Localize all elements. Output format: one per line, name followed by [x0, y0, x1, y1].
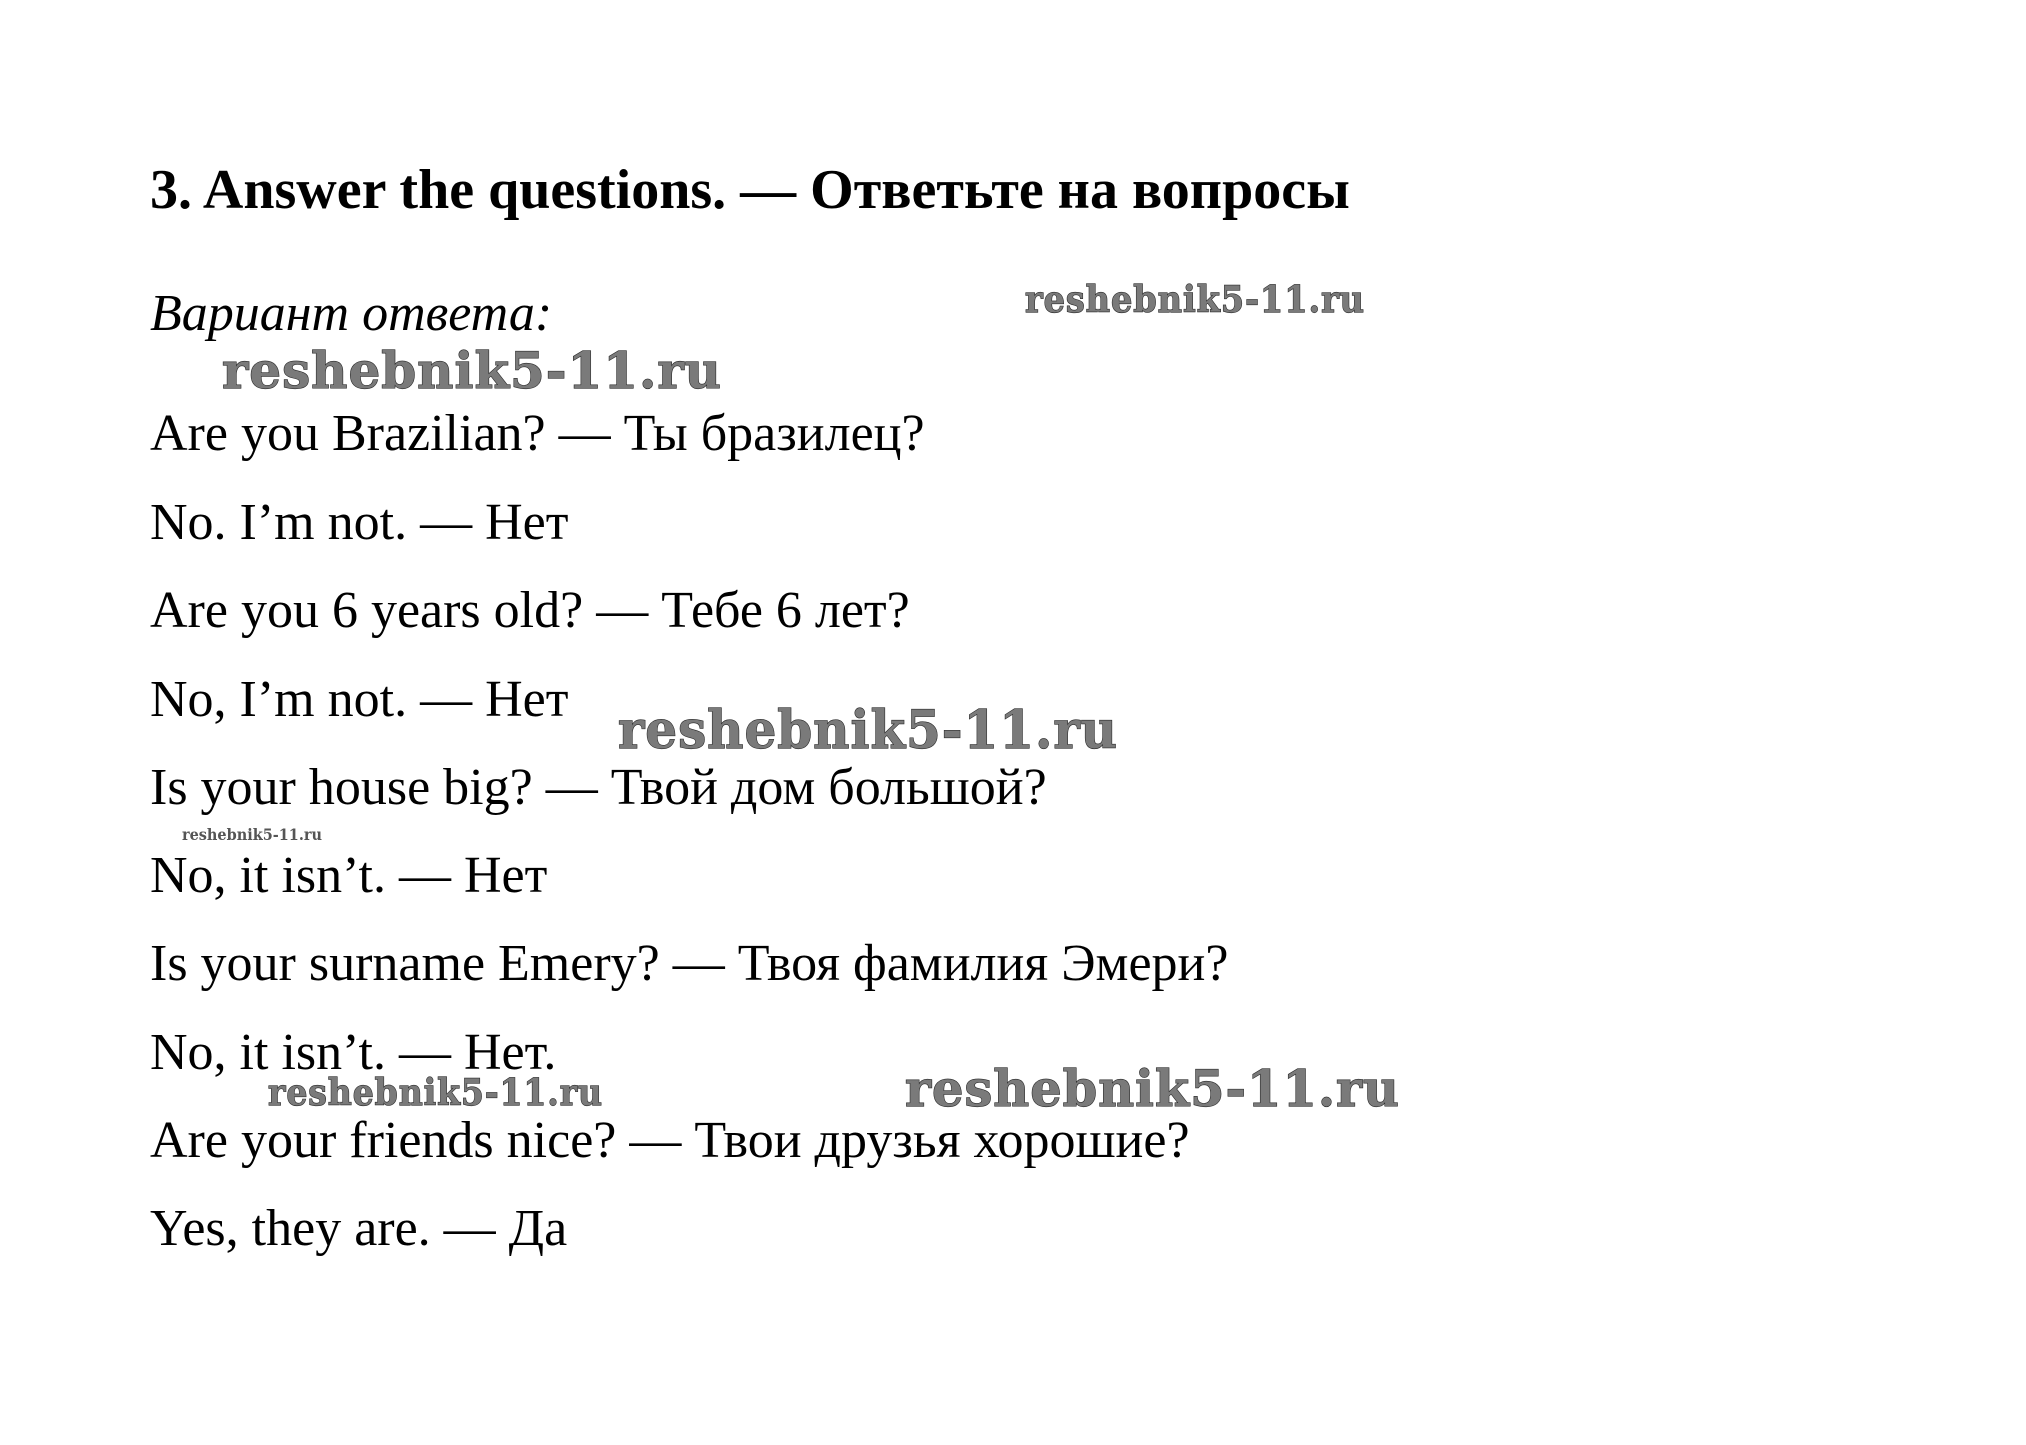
answer-line-5: Is your house big? — Твой дом большой?: [150, 759, 1047, 816]
svg-text:reshebnik5-11.ru: reshebnik5-11.ru: [618, 700, 1118, 761]
answer-line-6: No, it isn’t. — Нет: [150, 847, 548, 904]
svg-text:reshebnik5-11.ru: reshebnik5-11.ru: [905, 1059, 1400, 1118]
answer-line-9: Are your friends nice? — Твои друзья хорошие?: [150, 1112, 1190, 1169]
answer-line-7: Is your surname Emery? — Твоя фамилия Эмери?: [150, 935, 1229, 992]
svg-text:reshebnik5-11.ru: reshebnik5-11.ru: [268, 1072, 603, 1114]
exercise-heading: 3. Answer the questions. — Ответьте на вопросы: [150, 159, 1350, 221]
watermark-stamp: [182, 825, 327, 845]
answer-line-3: Are you 6 years old? — Тебе 6 лет?: [150, 582, 910, 639]
watermark-stamp: [1025, 278, 1370, 323]
variant-label: Вариант ответа:: [150, 285, 553, 342]
answer-line-10: Yes, they are. — Да: [150, 1200, 568, 1257]
answer-line-8: No, it isn’t. — Нет.: [150, 1024, 557, 1081]
answer-line-4: No, I’m not. — Нет: [150, 671, 569, 728]
answer-line-1: Are you Brazilian? — Ты бразилец?: [150, 405, 925, 462]
watermark-stamp: [222, 342, 727, 400]
svg-text:reshebnik5-11.ru: reshebnik5-11.ru: [182, 825, 323, 844]
watermark-stamp: [905, 1060, 1405, 1118]
svg-text:reshebnik5-11.ru: reshebnik5-11.ru: [222, 341, 722, 400]
watermark-stamp: [618, 700, 1123, 760]
svg-text:reshebnik5-11.ru: reshebnik5-11.ru: [1025, 279, 1365, 321]
answer-line-2: No. I’m not. — Нет: [150, 494, 569, 551]
